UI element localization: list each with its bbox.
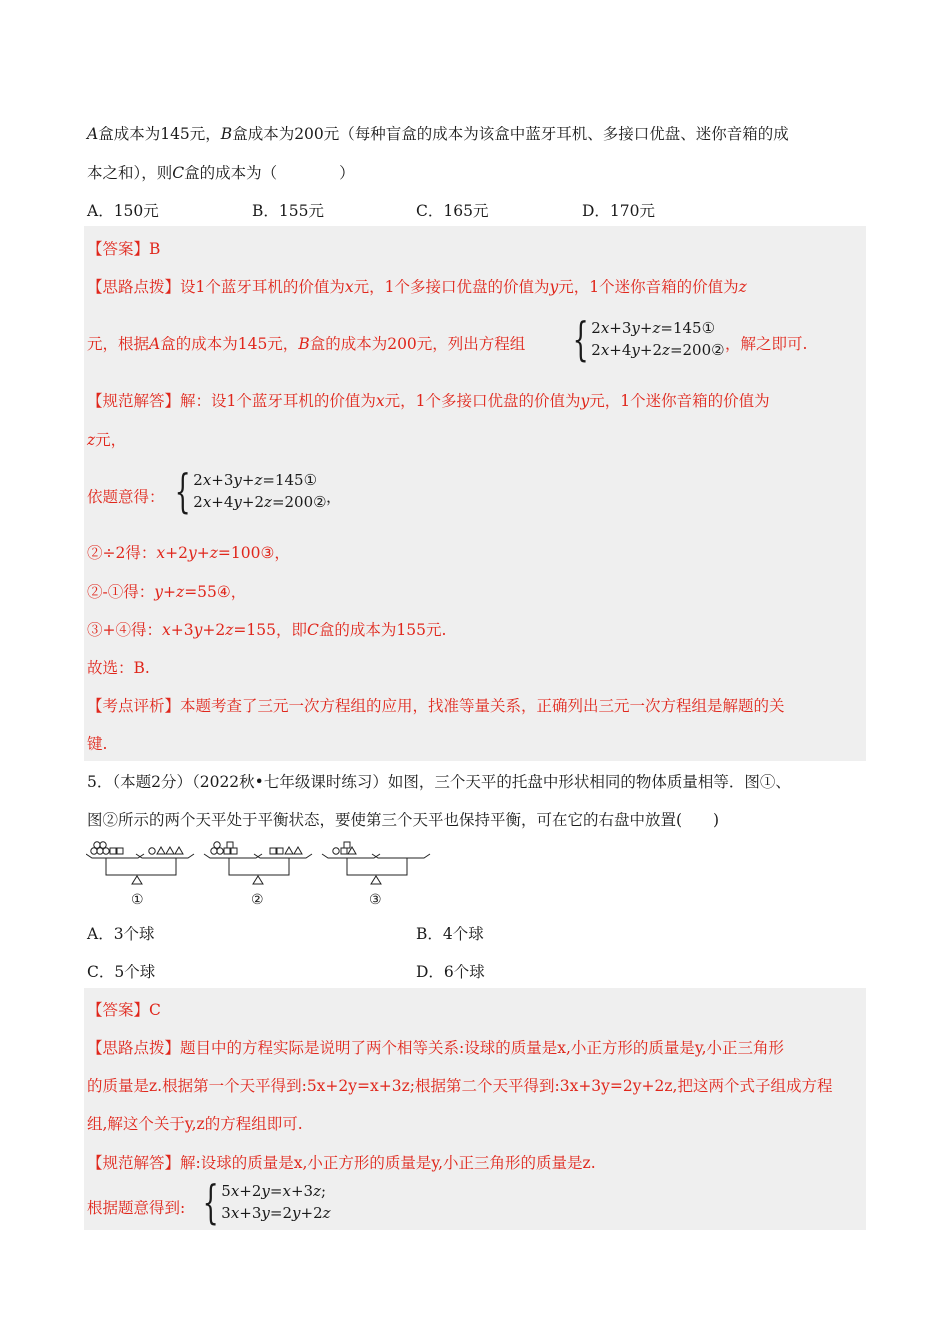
balance-2: [204, 842, 312, 884]
q5-answer: 【答案】C: [87, 1001, 161, 1019]
q4-option-b: B．155元: [252, 202, 324, 220]
q5-solution-line2: 根据题意得到:: [87, 1199, 186, 1217]
brace-icon: {: [174, 464, 191, 518]
equation-1: 2x+3y+z=145①: [591, 319, 716, 337]
q4-option-d: D．170元: [582, 202, 656, 220]
q5-hint-line3: 组,解这个关于y,z的方程组即可.: [87, 1115, 303, 1133]
ball-icon: [91, 848, 97, 854]
q5-option-b: B．4个球: [416, 925, 484, 943]
q5-option-a: A．3个球: [87, 925, 155, 943]
q4-choose: 故选：B.: [87, 659, 150, 677]
ball-icon: [214, 842, 220, 848]
q4-review-line2: 键.: [87, 735, 108, 753]
equation-2: 2x+4y+2z=200②: [193, 493, 327, 511]
figure-label-3: ③: [369, 892, 382, 908]
q4-intro-line1: A盒成本为145元，B盒成本为200元（每种盲盒的成本为该盒中蓝牙耳机、多接口优盘、迷你音箱的成: [87, 125, 789, 143]
balance-figure: [86, 840, 436, 910]
square-icon: [224, 848, 230, 854]
triangle-icon: [157, 847, 165, 854]
equation-1: 5x+2y=x+3z;: [221, 1182, 327, 1200]
equation-2: 3x+3y=2y+2z: [221, 1204, 331, 1222]
q4-answer: 【答案】B: [87, 240, 161, 258]
equation-1: 2x+3y+z=145①: [193, 471, 318, 489]
balance-1: [86, 842, 194, 884]
square-icon: [227, 842, 233, 848]
equation-2: 2x+4y+2z=200②: [591, 341, 725, 359]
q4-intro-line2: 本之和），则C盒的成本为（ ）: [87, 164, 355, 182]
q4-hint-line1: 【思路点拨】设1个蓝牙耳机的价值为x元，1个多接口优盘的价值为y元，1个迷你音箱的价值为z: [87, 278, 747, 296]
q5-hint-line2: 的质量是z.根据第一个天平得到:5x+2y=x+3z;根据第二个天平得到:3x+3y=2y+2z,把这两个式子组成方程: [87, 1077, 833, 1095]
triangle-icon: [175, 847, 183, 854]
brace-icon: {: [202, 1175, 219, 1229]
ball-icon: [149, 848, 155, 854]
figure-label-2: ②: [251, 892, 264, 908]
q4-solution-line1: 【规范解答】解：设1个蓝牙耳机的价值为x元，1个多接口优盘的价值为y元，1个迷你音箱的价值为: [87, 392, 770, 410]
ball-icon: [97, 848, 103, 854]
balance-3: [322, 842, 430, 884]
ball-icon: [211, 848, 217, 854]
q5-stem-line1: 5．（本题2分）（2022秋•七年级课时练习）如图，三个天平的托盘中形状相同的物体质量相等．图①、: [87, 773, 791, 791]
square-icon: [341, 848, 347, 854]
ball-icon: [103, 848, 109, 854]
square-icon: [110, 848, 116, 854]
q4-equation-system-2: [168, 464, 327, 518]
q4-solution-line2: z元，: [87, 431, 127, 449]
q4-option-c: C．165元: [416, 202, 489, 220]
ball-icon: [333, 848, 339, 854]
brace-icon: {: [572, 312, 589, 366]
q4-solution-line3-tail: ，: [326, 488, 342, 506]
triangle-icon: [294, 847, 302, 854]
q4-step3: ③+④得：x+3y+2z=155，即C盒的成本为155元.: [87, 621, 447, 639]
q4-solution-line3: 依题意得：: [87, 488, 165, 506]
q5-stem-line2: 图②所示的两个天平处于平衡状态，要使第三个天平也保持平衡，可在它的右盘中放置( ): [87, 811, 720, 829]
ball-icon: [100, 842, 106, 848]
triangle-icon: [166, 847, 174, 854]
q5-solution-line1: 【规范解答】解:设球的质量是x,小正方形的质量是y,小正三角形的质量是z.: [87, 1154, 596, 1172]
ball-icon: [217, 848, 223, 854]
figure-label-1: ①: [131, 892, 144, 908]
square-icon: [117, 848, 123, 854]
square-icon: [277, 848, 283, 854]
q4-equation-system-1: [566, 312, 725, 366]
square-icon: [270, 848, 276, 854]
q4-hint-line2: 元，根据A盒的成本为145元，B盒的成本为200元，列出方程组: [87, 335, 526, 353]
q5-equation-system: [196, 1175, 331, 1229]
square-icon: [344, 842, 350, 848]
q4-review-line1: 【考点评析】本题考查了三元一次方程组的应用，找准等量关系，正确列出三元一次方程组是解题的关: [87, 697, 785, 715]
square-icon: [231, 848, 237, 854]
triangle-icon: [285, 847, 293, 854]
q4-step2: ②-①得：y+z=55④，: [87, 583, 247, 601]
q5-option-c: C．5个球: [87, 963, 156, 981]
q4-option-a: A．150元: [87, 202, 159, 220]
q5-option-d: D．6个球: [416, 963, 485, 981]
q5-hint-line1: 【思路点拨】题目中的方程实际是说明了两个相等关系:设球的质量是x,小正方形的质量是y,小正三角形: [87, 1039, 785, 1057]
ball-icon: [94, 842, 100, 848]
q4-hint-line2-tail: ，解之即可.: [725, 335, 808, 353]
q4-step1: ②÷2得：x+2y+z=100③，: [87, 544, 290, 562]
